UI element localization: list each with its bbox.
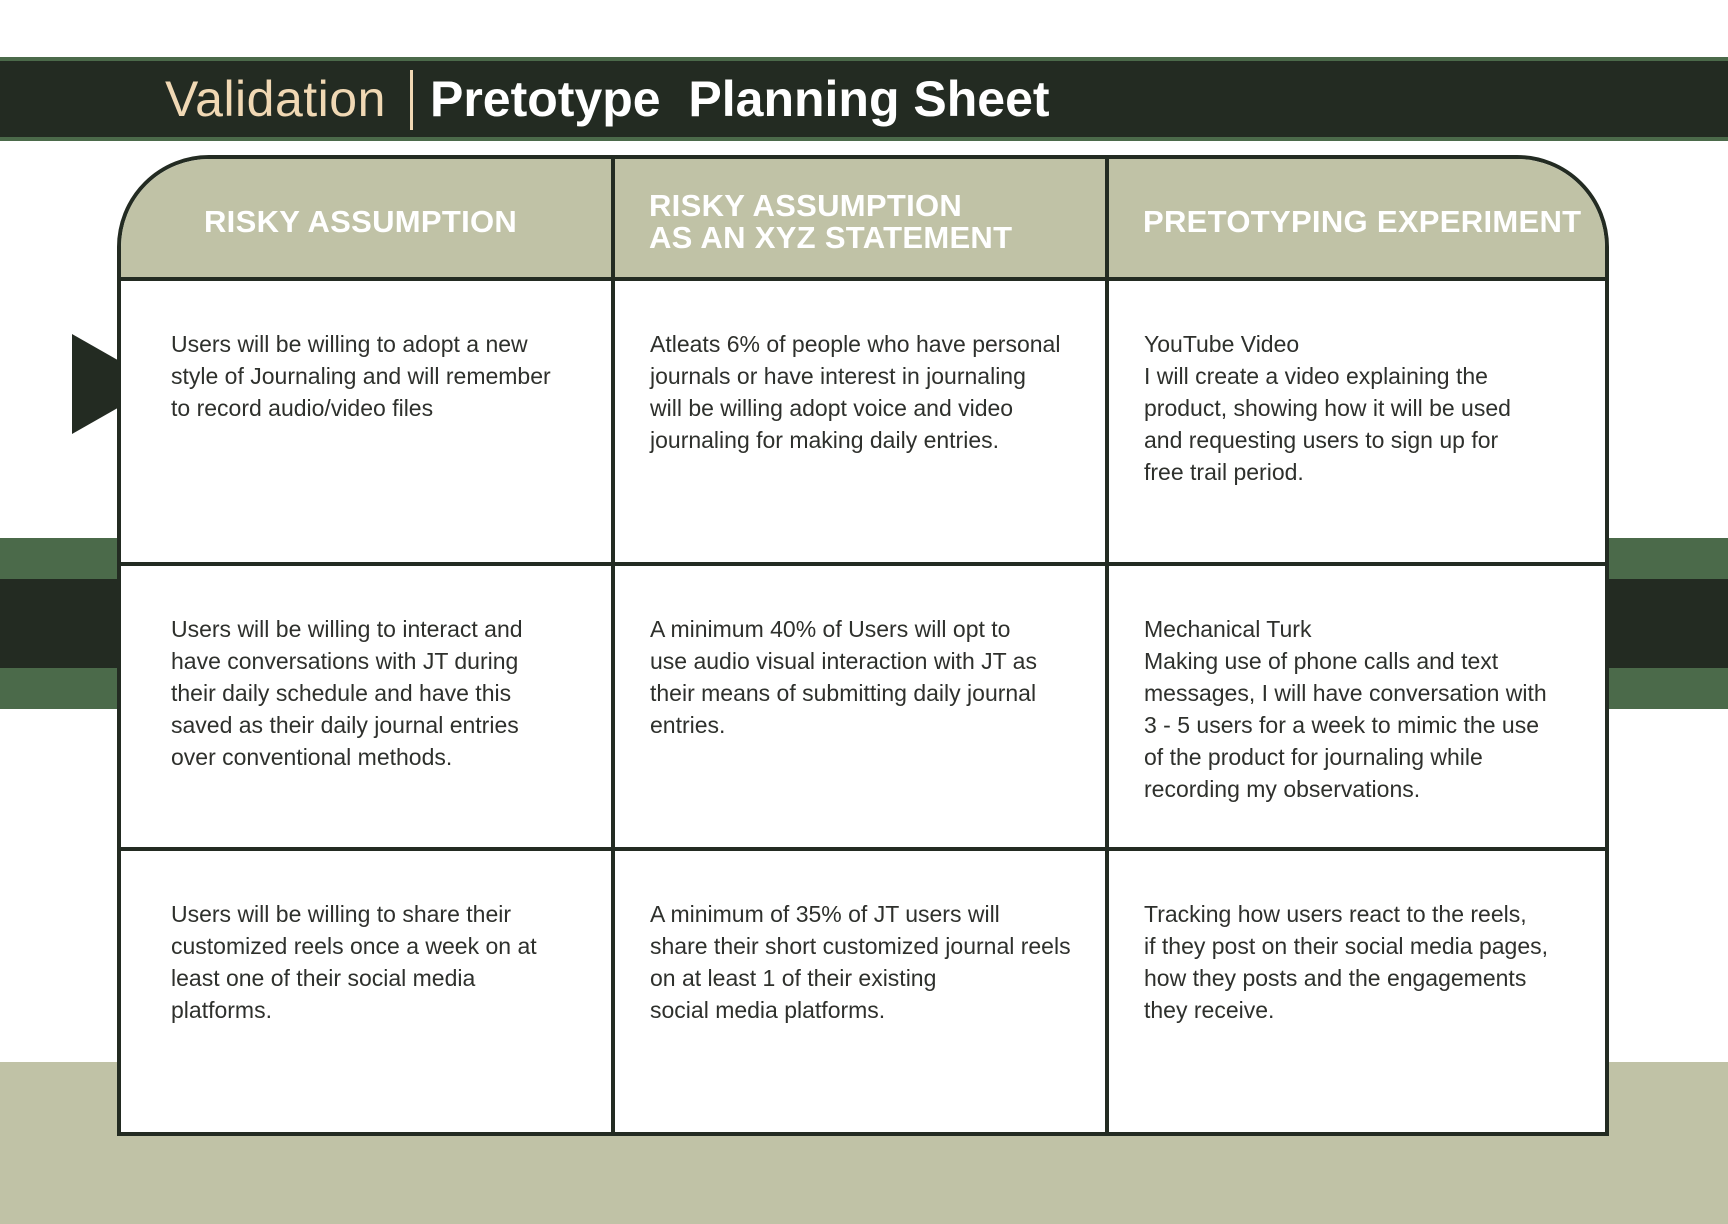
table-cell: Mechanical Turk Making use of phone calls and text messages, I will have conversation with 3 - 5 users for a week to mimic the use of the product for journaling while recording my observations. [1109, 566, 1605, 851]
planning-table [117, 155, 1609, 1136]
table-cell: Users will be willing to adopt a new style of Journaling and will remember to record audio/video files [121, 281, 615, 566]
column-header-risky-assumption: RISKY ASSUMPTION [121, 159, 615, 281]
table-cell: A minimum 40% of Users will opt to use audio visual interaction with JT as their means of submitting daily journal entries. [615, 566, 1109, 851]
section-label: Validation [165, 71, 386, 127]
table-cell: A minimum of 35% of JT users will share their short customized journal reels on at least 1 of their existing social media platforms. [615, 851, 1109, 1132]
page-title: Pretotype Planning Sheet [430, 71, 1050, 127]
table-cell: Tracking how users react to the reels, if they post on their social media pages, how they posts and the engagements they receive. [1144, 901, 1549, 1023]
table-cell: Users will be willing to interact and have conversations with JT during their daily schedule and have this saved as their daily journal entries over conventional methods. [121, 566, 615, 851]
table-cell: Atleats 6% of people who have personal journals or have interest in journaling will be willing adopt voice and video journaling for making daily entries. [615, 281, 1109, 566]
column-header-xyz-statement: RISKY ASSUMPTION AS AN XYZ STATEMENT [615, 159, 1109, 281]
table-cell: Users will be willing to share their customized reels once a week on at least one of their social media platforms. [121, 851, 615, 1132]
column-header-pretotyping-experiment: PRETOTYPING EXPERIMENT [1109, 159, 1605, 281]
table-cell: YouTube Video I will create a video explaining the product, showing how it will be used and requesting users to sign up for free trail period. [1109, 281, 1605, 566]
title-divider [410, 70, 413, 130]
